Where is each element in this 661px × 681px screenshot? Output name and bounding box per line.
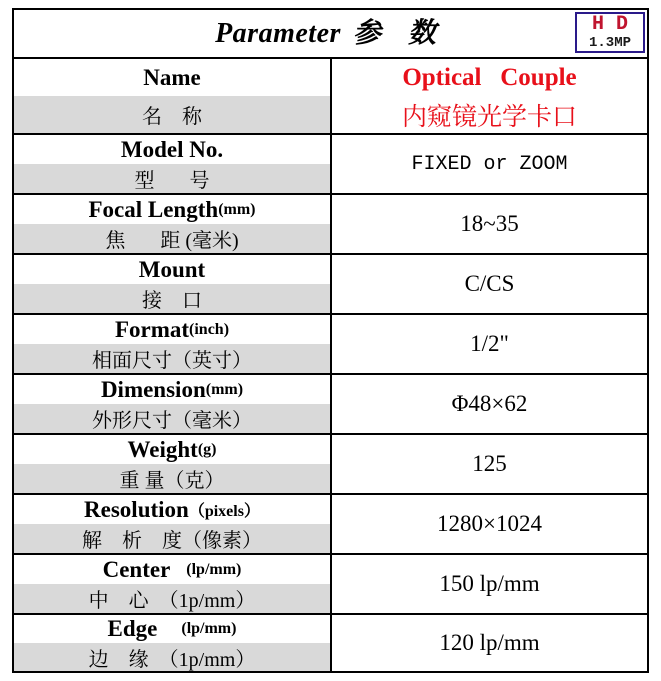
value-cell: 1280×1024 (437, 511, 542, 536)
label-unit: (mm) (205, 380, 244, 398)
table-row (14, 315, 647, 375)
label-en (14, 435, 330, 464)
table-row (14, 135, 647, 195)
label-en-text: Edge (107, 616, 158, 641)
label-en (14, 555, 330, 584)
label-en-text: Model No. (120, 136, 224, 162)
label-cell (14, 435, 332, 493)
table-row (14, 255, 647, 315)
value-cell: 125 (472, 451, 507, 476)
label-cn: 重 量（克） (14, 464, 330, 493)
label-cn: 接 口 (14, 284, 330, 313)
parameter-sheet (12, 8, 649, 673)
resolution-badge-text: 1.3MP (588, 35, 631, 51)
label-cell (14, 59, 332, 133)
label-en (14, 135, 330, 164)
table-row (14, 435, 647, 495)
table-row (14, 615, 647, 671)
label-en-text: Mount (138, 256, 206, 282)
label-en-text: Name (143, 64, 201, 90)
value-cell: 120 lp/mm (439, 630, 540, 655)
table-row (14, 555, 647, 615)
label-cn: 中 心 （1p/mm） (14, 584, 330, 613)
label-en (14, 315, 330, 344)
value-cell: 18~35 (460, 211, 519, 236)
label-cell (14, 255, 332, 313)
label-cell (14, 315, 332, 373)
value-cell: 1/2" (470, 331, 509, 356)
label-cn: 边 缘 （1p/mm） (14, 643, 330, 671)
label-unit: (lp/mm) (170, 560, 242, 578)
label-cn: 名 称 (14, 96, 330, 133)
label-en (14, 195, 330, 224)
label-cn: 相面尺寸（英寸） (14, 344, 330, 373)
label-en-text: Focal Length (88, 196, 219, 222)
label-en-text: Format (114, 316, 190, 342)
label-cell (14, 135, 332, 193)
product-name-cn: 内窥镜光学卡口 (401, 103, 577, 131)
value-cell (332, 59, 647, 133)
product-name-en: Optical Couple (402, 63, 577, 91)
label-unit: (mm) (218, 200, 256, 218)
label-cell (14, 555, 332, 613)
label-cell (14, 195, 332, 253)
label-en (14, 255, 330, 284)
label-cell (14, 375, 332, 433)
value-cell: C/CS (464, 271, 515, 296)
title-en: Parameter (215, 18, 341, 49)
label-en-text: Resolution (84, 496, 189, 522)
label-cn: 外形尺寸（毫米） (14, 404, 330, 433)
label-en (14, 59, 330, 96)
hd-logo-text: HD (591, 13, 640, 36)
title-row (14, 10, 647, 59)
label-en-text: Dimension (100, 376, 206, 402)
label-unit: (inch) (189, 320, 230, 338)
label-en (14, 375, 330, 404)
table-row (14, 59, 647, 135)
label-en (14, 615, 330, 643)
label-cn: 焦 距 (毫米) (14, 224, 330, 253)
label-cell (14, 495, 332, 553)
label-cn: 解 析 度（像素） (14, 524, 330, 553)
page-title (14, 10, 647, 57)
label-unit: (g) (197, 440, 217, 458)
table-row (14, 195, 647, 255)
value-cell: FIXED or ZOOM (411, 152, 568, 176)
title-cn: 参 数 (352, 18, 446, 49)
value-cell: Φ48×62 (451, 391, 528, 416)
table-row (14, 495, 647, 555)
label-cell (14, 615, 332, 671)
value-cell: 150 lp/mm (439, 571, 540, 596)
label-en-text: Center (102, 556, 171, 582)
table-row (14, 375, 647, 435)
label-unit: （pixels） (188, 503, 260, 520)
label-en (14, 495, 330, 524)
label-en-text: Weight (127, 436, 198, 462)
label-cn: 型 号 (14, 164, 330, 193)
label-unit: (lp/mm) (157, 620, 237, 637)
hd-logo (575, 12, 645, 53)
